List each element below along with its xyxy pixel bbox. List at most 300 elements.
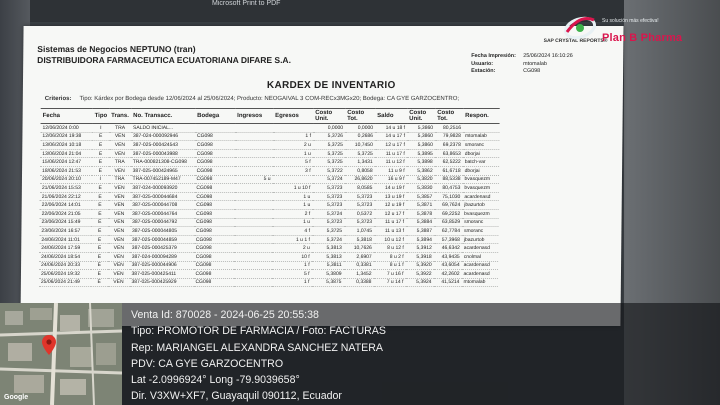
table-cell: CG098 [195, 149, 235, 158]
table-cell: 387-024-000092946 [131, 132, 195, 141]
table-cell: E [92, 184, 109, 193]
table-cell: VEN [109, 141, 131, 150]
table-cell [234, 201, 272, 210]
printed-report-page [20, 26, 623, 326]
table-cell: 25/06/2024 21:49 [39, 278, 91, 287]
table-row [40, 175, 499, 184]
table-cell [234, 252, 272, 261]
table-cell: 5,3912 [406, 244, 434, 253]
table-cell: VEN [107, 278, 129, 287]
table-cell: 0,8058 [345, 166, 375, 175]
table-cell: VEN [109, 132, 131, 141]
table-cell: 8 u 1 f [374, 261, 406, 270]
table-row [39, 278, 498, 287]
table-cell: VEN [108, 252, 130, 261]
table-row [40, 166, 499, 175]
table-cell: 11 u 17 f [374, 218, 406, 227]
table-cell: 5,3725 [313, 149, 345, 158]
table-cell: 69,7624 [434, 201, 462, 210]
table-cell: 1,3431 [345, 158, 375, 167]
user-label: Usuario: [471, 60, 494, 67]
table-cell: 13/06/2024 10:18 [40, 141, 92, 150]
table-cell: TRA-007452189-M47 [130, 175, 194, 184]
table-cell: 18/06/2024 21:53 [40, 166, 92, 175]
table-cell: CG098 [194, 227, 234, 236]
table-cell: 2 f [272, 209, 312, 218]
company-line-2: DISTRIBUIDORA FARMACEUTICA ECUATORIANA DIFARE S.A. [37, 55, 292, 65]
location-pin-icon [42, 335, 56, 355]
table-cell: acardenasd [462, 244, 498, 253]
table-cell: 12 u 17 f [374, 209, 406, 218]
table-cell: 43,9435 [434, 252, 462, 261]
table-cell: 1,3452 [343, 270, 373, 279]
table-cell: acardenasd [461, 270, 497, 279]
table-cell: 16 u 9 f [374, 175, 406, 184]
table-cell: E [92, 166, 109, 175]
table-row [39, 244, 498, 253]
table-row [40, 124, 499, 133]
table-cell: 5,3723 [344, 192, 374, 201]
table-cell: 80,4753 [434, 184, 462, 193]
table-cell: 0,2686 [345, 132, 375, 141]
report-title: KARDEX DE INVENTARIO [266, 80, 396, 91]
table-cell: 79,9828 [435, 132, 463, 141]
table-cell: bvasquezm [462, 175, 498, 184]
table-cell: 387-025-000044708 [130, 201, 194, 210]
table-cell: E [91, 252, 108, 261]
table-cell: 4 f [272, 227, 312, 236]
table-row [40, 158, 499, 167]
table-cell: CG098 [194, 184, 234, 193]
table-cell: VEN [108, 209, 130, 218]
table-cell: VEN [108, 218, 130, 227]
table-cell: 5,3860 [407, 141, 435, 150]
table-cell: E [92, 149, 109, 158]
table-cell: 387-025-000043988 [131, 149, 195, 158]
table-cell: 43,6054 [434, 261, 462, 270]
table-cell [234, 244, 272, 253]
table-cell: TRA [109, 158, 131, 167]
criteria-line [45, 96, 459, 102]
table-cell: 24/06/2024 18:54 [39, 252, 91, 261]
logo-brand-name: Plan B Pharma [602, 32, 683, 44]
table-cell: TRA [108, 175, 130, 184]
table-cell [272, 175, 312, 184]
column-header: Saldo [375, 109, 407, 124]
table-cell: 12/06/2024 0:00 [40, 124, 92, 133]
table-cell: 10 u 12 f [374, 235, 406, 244]
table-cell: CG098 [194, 209, 234, 218]
table-cell: 8,0585 [344, 184, 374, 193]
table-cell: 5 f [271, 270, 311, 279]
table-cell: 11 u 12 f [375, 158, 407, 167]
table-cell: 24/06/2024 17:59 [39, 244, 91, 253]
table-cell: 20/06/2024 20:10 [40, 175, 92, 184]
rep-line: Rep: MARIANGEL ALEXANDRA SANCHEZ NATERA [131, 341, 383, 354]
table-cell: 387-025-000425411 [129, 270, 193, 279]
sale-info-text [131, 307, 386, 405]
table-cell: E [92, 192, 109, 201]
table-cell: 12 u 19 f [374, 201, 406, 210]
table-cell: 12/06/2024 19:38 [40, 132, 92, 141]
table-cell: 5,3862 [407, 166, 435, 175]
column-header: Ingresos [235, 109, 273, 124]
kardex-table [39, 108, 499, 287]
table-cell: 0,0000 [313, 124, 345, 133]
table-cell: 75,1030 [434, 192, 462, 201]
table-cell: 23/06/2024 16:57 [39, 227, 91, 236]
table-cell: E [91, 278, 108, 287]
user-value: mtomalab [523, 60, 547, 67]
column-header: No. Transacc. [131, 109, 195, 124]
map-credit: Google [4, 394, 29, 401]
table-cell: 5,3725 [345, 149, 375, 158]
table-cell: acardenasd [462, 192, 498, 201]
sap-crystal-reports-logo: SAP CRYSTAL REPORTS® [543, 38, 608, 44]
table-cell: 5,3924 [405, 278, 433, 287]
criteria-text: Tipo: Kárdex por Bodega desde 12/06/2024 al 25/06/2024; Producto: NEOGAIVAL 3 COM-RECx3MGx20; Bodega: CA GYE GARZOCENTRO; [79, 96, 460, 102]
table-cell: VEN [109, 149, 131, 158]
table-cell: 5,3887 [406, 227, 434, 236]
column-header: Costo Unit. [313, 109, 345, 124]
table-cell: dborjai [463, 149, 499, 158]
type-line: Tipo: PROMOTOR DE FARMACIA / Foto: FACTURAS [131, 325, 386, 338]
print-date-value: 25/06/2024 16:10:26 [523, 53, 573, 59]
table-cell: 21/06/2024 15:53 [40, 184, 92, 193]
table-cell: 63,8653 [435, 149, 463, 158]
table-cell: 387-025-000044792 [130, 218, 194, 227]
table-cell: 8 u 12 f [374, 244, 406, 253]
table-cell: cnolmal [462, 252, 498, 261]
table-cell: 24/06/2024 20:33 [39, 261, 91, 270]
table-cell [234, 218, 272, 227]
table-cell: smoranc [463, 141, 499, 150]
table-cell: 1 f [272, 261, 312, 270]
table-row [40, 141, 499, 150]
table-cell: 62,7784 [434, 227, 462, 236]
table-cell: E [91, 218, 108, 227]
plan-b-pharma-logo [548, 6, 718, 46]
table-cell: 5,3860 [407, 124, 435, 133]
table-cell [234, 192, 272, 201]
column-header: Respon. [463, 109, 499, 124]
table-cell: E [92, 141, 109, 150]
table-cell: SALDO INICIAL... [131, 124, 195, 133]
table-cell: bvasquezm [462, 184, 498, 193]
table-cell: mtomalab [461, 278, 497, 287]
table-cell: E [92, 209, 109, 218]
column-header: Tipo [93, 109, 110, 124]
table-cell: CG098 [193, 270, 233, 279]
table-cell: 26,8620 [344, 175, 374, 184]
table-cell [463, 124, 499, 133]
table-cell: 0,3388 [343, 278, 373, 287]
table-cell: 41,5214 [433, 278, 461, 287]
table-cell: smoranc [462, 227, 498, 236]
map-streets-graphic [0, 303, 122, 405]
table-cell: E [92, 132, 109, 141]
table-cell: VEN [108, 192, 130, 201]
table-cell: 5,3820 [406, 175, 434, 184]
table-cell: 5,3895 [407, 149, 435, 158]
table-cell: CG098 [194, 175, 234, 184]
table-cell [235, 149, 273, 158]
table-cell: 5,3898 [407, 158, 435, 167]
table-cell: 387-025-000424543 [131, 141, 195, 150]
table-cell: 5 u [234, 175, 272, 184]
table-cell: 5,3813 [312, 244, 344, 253]
criteria-label: Criterios: [44, 96, 72, 102]
table-cell: 13/06/2024 21:04 [40, 149, 92, 158]
table-cell: 1 u 1 f [272, 235, 312, 244]
table-cell: 5,3894 [406, 235, 434, 244]
table-cell: 63,8529 [434, 218, 462, 227]
table-cell: 5,3725 [313, 141, 345, 150]
table-cell: 22/06/2024 21:05 [40, 209, 92, 218]
table-cell: 14 u 18 f [375, 124, 407, 133]
table-cell: 387-025-000425379 [130, 244, 194, 253]
table-cell: 2 u [273, 141, 313, 150]
table-cell: CG098 [194, 201, 234, 210]
table-cell: 5,3726 [313, 132, 345, 141]
table-cell: jbazurtob [462, 201, 498, 210]
table-cell: CG098 [194, 244, 234, 253]
table-cell: E [91, 270, 108, 279]
table-cell: 3 f [273, 166, 313, 175]
table-cell: 5,3922 [405, 270, 433, 279]
table-cell: TRA [109, 124, 131, 133]
address-line: Dir. V3XW+XF7, Guayaquil 090112, Ecuador [131, 390, 342, 403]
table-cell: VEN [108, 261, 130, 270]
table-cell: 15/06/2024 12:47 [40, 158, 92, 167]
table-cell: 5,3830 [406, 184, 434, 193]
table-cell: 5,3723 [344, 218, 374, 227]
table-cell: VEN [108, 227, 130, 236]
table-cell: 80,2516 [435, 124, 463, 133]
table-cell [234, 184, 272, 193]
table-cell: I [92, 175, 109, 184]
table-cell: 11 u 17 f [375, 149, 407, 158]
table-cell [195, 124, 235, 133]
table-cell: 14 u 19 f [374, 184, 406, 193]
table-cell: VEN [108, 184, 130, 193]
table-cell: 387-025-000425929 [129, 278, 193, 287]
table-cell: 2,6907 [344, 252, 374, 261]
table-cell: VEN [109, 166, 131, 175]
table-cell: 42,2602 [433, 270, 461, 279]
table-row [40, 184, 499, 193]
table-cell: 10,7626 [344, 244, 374, 253]
table-cell: CG098 [193, 278, 233, 287]
table-row [39, 252, 498, 261]
table-cell: 5 f [273, 158, 313, 167]
sale-id-line: Venta Id: 870028 - 2024-06-25 20:55:38 [131, 309, 319, 321]
table-cell: TRA-000821308-CG098 [131, 158, 195, 167]
table-cell: 5,3884 [406, 218, 434, 227]
table-cell: 1 u [272, 201, 312, 210]
column-header: Costo Tot. [345, 109, 375, 124]
table-cell: 57,3968 [434, 235, 462, 244]
table-cell: 5,3871 [406, 201, 434, 210]
table-cell: 1 u [272, 192, 312, 201]
table-row [39, 235, 498, 244]
table-cell [234, 227, 272, 236]
table-cell: smoranc [462, 218, 498, 227]
table-cell: 5,3809 [311, 270, 343, 279]
table-cell [234, 235, 272, 244]
logo-tagline: Su solución más efectiva! [602, 18, 659, 24]
table-cell: mtomalab [463, 132, 499, 141]
table-cell [235, 166, 273, 175]
table-cell: 5,3723 [312, 192, 344, 201]
table-cell: 69,2252 [434, 209, 462, 218]
table-cell: 1 u [272, 218, 312, 227]
table-row [40, 149, 499, 158]
table-cell: 25/06/2024 19:32 [39, 270, 91, 279]
table-cell [233, 278, 271, 287]
pharmacy-swoosh-icon [562, 10, 598, 42]
table-cell [235, 124, 273, 133]
table-cell: 11 u 13 f [374, 227, 406, 236]
table-cell: 1 u [273, 149, 313, 158]
table-cell: bvasquezm [462, 209, 498, 218]
table-cell: 21/06/2024 22:12 [40, 192, 92, 201]
column-header: Fecha [41, 109, 93, 124]
table-cell: 23/06/2024 15:49 [39, 218, 91, 227]
table-cell: VEN [108, 201, 130, 210]
station-value: CG098 [523, 68, 541, 74]
table-cell: VEN [108, 235, 130, 244]
table-cell: 5,3724 [312, 209, 344, 218]
print-dialog-title: Microsoft Print to PDF [212, 0, 281, 7]
table-cell: 62,5222 [435, 158, 463, 167]
table-cell: 11 u 9 f [375, 166, 407, 175]
table-row [39, 227, 498, 236]
table-cell: CG098 [194, 235, 234, 244]
table-cell: acardenasd [462, 261, 498, 270]
print-date-label: Fecha Impresión: [471, 53, 516, 59]
report-meta [471, 53, 573, 76]
table-row [40, 201, 499, 210]
table-cell: 46,6342 [434, 244, 462, 253]
table-cell: 22/06/2024 14:01 [40, 201, 92, 210]
table-cell: 7 u 16 f [373, 270, 405, 279]
table-cell: 8 u 2 f [374, 252, 406, 261]
table-cell: 387-025-000044906 [130, 261, 194, 270]
table-cell: 387-024-000093920 [130, 184, 194, 193]
column-header: Bodega [195, 109, 235, 124]
table-cell [233, 270, 271, 279]
table-cell: 5,3722 [313, 166, 345, 175]
table-cell: 5,3723 [312, 218, 344, 227]
table-cell: 14 u 17 f [375, 132, 407, 141]
table-cell: 1 f [273, 132, 313, 141]
table-cell: 387-025-000044859 [130, 235, 194, 244]
table-cell: 387-025-000044805 [130, 227, 194, 236]
table-cell: 5,3723 [344, 201, 374, 210]
table-cell: CG098 [194, 252, 234, 261]
table-cell [235, 158, 273, 167]
table-cell: dborjai [463, 166, 499, 175]
table-cell: 5,3723 [312, 184, 344, 193]
table-cell [235, 141, 273, 150]
table-cell: 24/06/2024 11:01 [39, 235, 91, 244]
table-cell: jbazurtob [462, 235, 498, 244]
table-cell: 5,3811 [312, 261, 344, 270]
table-cell: 5,3860 [407, 132, 435, 141]
table-cell: 5,3813 [312, 252, 344, 261]
table-cell: 10,7450 [345, 141, 375, 150]
column-header: Costo Tot. [435, 109, 463, 124]
table-cell: 88,5338 [434, 175, 462, 184]
table-cell: 5,3818 [344, 235, 374, 244]
table-cell: E [91, 261, 108, 270]
table-cell: 5,3918 [406, 252, 434, 261]
table-cell: 5,3723 [312, 201, 344, 210]
table-cell: CG098 [195, 141, 235, 150]
table-row [39, 270, 498, 279]
table-cell: 5,3875 [311, 278, 343, 287]
table-cell [234, 209, 272, 218]
table-cell: 0,0000 [345, 124, 375, 133]
table-cell: 7 u 14 f [373, 278, 405, 287]
company-line-1: Sistemas de Negocios NEPTUNO (tran) [37, 44, 196, 54]
company-header [37, 44, 291, 66]
table-cell: CG098 [195, 166, 235, 175]
table-cell: 5,3725 [312, 227, 344, 236]
table-row [39, 218, 498, 227]
table-cell: 5,3725 [313, 158, 345, 167]
table-cell: 61,6718 [435, 166, 463, 175]
table-cell: 387-025-000044684 [130, 192, 194, 201]
table-cell: 0,5372 [344, 209, 374, 218]
table-cell: CG098 [194, 218, 234, 227]
table-cell: 5,3857 [406, 192, 434, 201]
table-cell: CG098 [194, 261, 234, 270]
table-cell [273, 124, 313, 133]
table-cell: 5,3878 [406, 209, 434, 218]
table-cell: CG098 [195, 158, 235, 167]
table-cell: E [92, 201, 109, 210]
table-cell: VEN [107, 270, 129, 279]
table-cell: 5,3920 [406, 261, 434, 270]
table-cell: 387-025-000044764 [130, 209, 194, 218]
table-cell: 12 u 17 f [375, 141, 407, 150]
table-cell [234, 261, 272, 270]
table-cell: E [91, 244, 108, 253]
station-label: Estación: [471, 68, 496, 74]
table-cell [235, 132, 273, 141]
table-cell: 1 f [271, 278, 311, 287]
table-cell: 10 f [272, 252, 312, 261]
table-row [40, 192, 499, 201]
map-thumbnail[interactable] [0, 303, 122, 405]
table-cell: E [91, 235, 108, 244]
table-header-row [41, 109, 500, 124]
table-cell: CG098 [194, 192, 234, 201]
table-cell: 1 u 10 f [272, 184, 312, 193]
column-header: Trans. [109, 109, 131, 124]
table-cell: 69,2378 [435, 141, 463, 150]
table-row [39, 261, 498, 270]
table-cell: E [91, 227, 108, 236]
table-cell: 13 u 19 f [374, 192, 406, 201]
table-cell: I [92, 124, 109, 133]
table-cell: 387-025-000424965 [131, 166, 195, 175]
table-cell: 5,3724 [312, 175, 344, 184]
table-cell: 1,0745 [344, 227, 374, 236]
table-cell: 5,3724 [312, 235, 344, 244]
